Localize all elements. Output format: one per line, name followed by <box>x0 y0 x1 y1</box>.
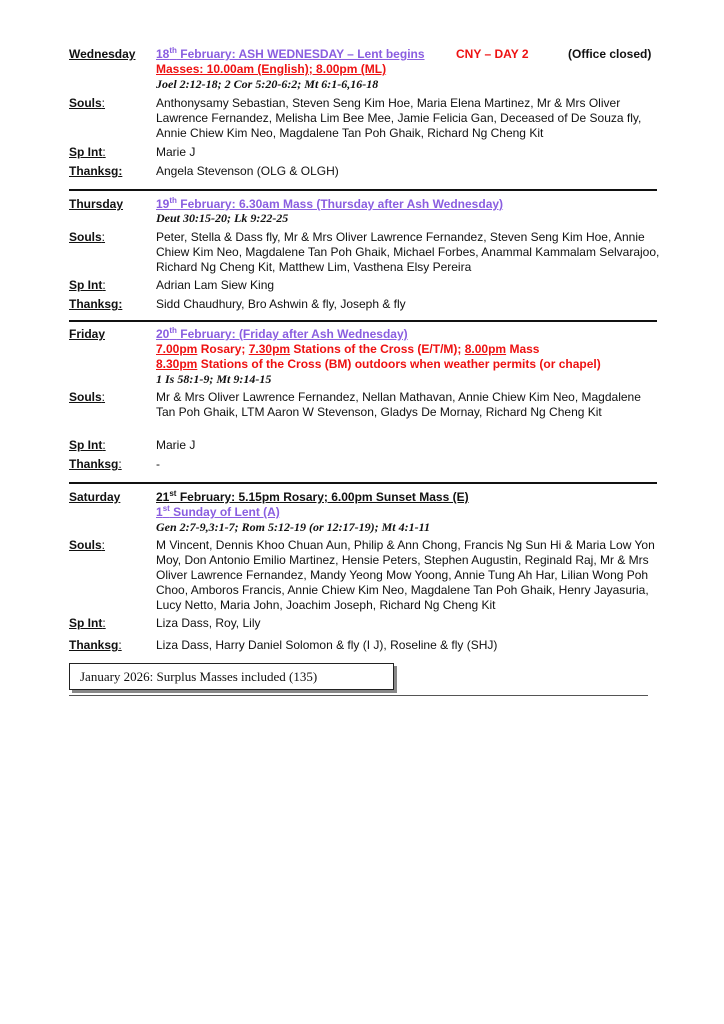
section-divider <box>69 320 657 322</box>
section-divider <box>69 482 657 484</box>
thanksg-value: Liza Dass, Harry Daniel Solomon & fly (I J), Roseline & fly (SHJ) <box>156 638 498 652</box>
surplus-masses-note <box>69 663 394 690</box>
day-label: Saturday <box>69 490 121 504</box>
sp-int-label: Sp Int: <box>69 616 106 630</box>
time-stations: 7.30pm <box>248 342 291 356</box>
sp-int-value: Liza Dass, Roy, Lily <box>156 616 261 630</box>
heading-text: February: ASH WEDNESDAY – Lent begins <box>176 47 425 61</box>
office-closed-label: (Office closed) <box>568 47 652 61</box>
date-suffix: st <box>169 489 177 498</box>
day-heading <box>156 490 469 504</box>
day-label: Wednesday <box>69 47 136 61</box>
readings: Gen 2:7-9,3:1-7; Rom 5:12-19 (or 12:17-19); Mt 4:1-11 <box>156 520 430 534</box>
date-number: 20 <box>156 327 170 341</box>
heading-text: February: 5.15pm Rosary; 6.00pm Sunset Mass (E) <box>176 490 469 504</box>
day-heading <box>156 47 425 61</box>
sp-int-label: Sp Int: <box>69 145 106 159</box>
day-heading <box>156 327 408 341</box>
sunday-suffix: st <box>162 504 170 513</box>
mass-text: Mass <box>506 342 540 356</box>
date-number: 21 <box>156 490 170 504</box>
time-mass: 8.00pm <box>464 342 507 356</box>
date-number: 18 <box>156 47 170 61</box>
souls-label: Souls: <box>69 390 106 404</box>
surplus-masses-text: January 2026: Surplus Masses included (135) <box>80 669 318 684</box>
day-heading <box>156 197 503 211</box>
souls-list: Anthonysamy Sebastian, Steven Seng Kim Hoe, Maria Elena Martinez, Mr & Mrs Oliver Lawrence Fernandez, Melisha Lim Bee Mee, Jamie Felicia Gan, Deceased of De Souza fly, Annie Chiew Kim Neo, Magdalene Tan Poh Ghaik, Richard Ng Cheng Kit <box>156 96 642 140</box>
time-rosary: 7.00pm <box>156 342 198 356</box>
bottom-divider <box>69 695 648 696</box>
souls-list: Peter, Stella & Dass fly, Mr & Mrs Oliver Lawrence Fernandez, Steven Seng Kim Hoe, Annie Chiew Kim Neo, Magdalene Tan Poh Ghaik, Michael Forbes, Anammal Kammalam Selvarajoo, Richard Ng Cheng Kit, Matthew Lim, Vasthena Elsy Pereira <box>156 230 660 274</box>
thanksg-label: Thanksg: <box>69 457 122 471</box>
masses-times: Masses: 10.00am (English); 8.00pm (ML) <box>156 62 387 76</box>
rosary-text: Rosary; <box>197 342 249 356</box>
souls-label: Souls: <box>69 230 106 244</box>
day-label: Friday <box>69 327 106 341</box>
thanksg-label: Thanksg: <box>69 297 123 311</box>
heading-text: February: (Friday after Ash Wednesday) <box>176 327 408 341</box>
souls-label: Souls: <box>69 96 106 110</box>
stations-text: Stations of the Cross (E/T/M); <box>290 342 465 356</box>
time-stations-bm: 8.30pm <box>156 357 198 371</box>
thanksg-value: Sidd Chaudhury, Bro Ashwin & fly, Joseph & fly <box>156 297 406 311</box>
sunday-number: 1 <box>156 505 163 519</box>
sp-int-label: Sp Int: <box>69 278 106 292</box>
thanksg-label: Thanksg: <box>69 164 123 178</box>
thanksg-label: Thanksg: <box>69 638 122 652</box>
sp-int-value: Marie J <box>156 145 196 159</box>
readings: Deut 30:15-20; Lk 9:22-25 <box>156 211 289 225</box>
sp-int-value: Adrian Lam Siew King <box>156 278 275 292</box>
souls-list: Mr & Mrs Oliver Lawrence Fernandez, Nellan Mathavan, Annie Chiew Kim Neo, Magdalene Tan Poh Ghaik, LTM Aaron W Stevenson, Gladys De Mornay, Richard Ng Cheng Kit <box>156 390 641 419</box>
heading-text: February: 6.30am Mass (Thursday after Ash Wednesday) <box>176 197 504 211</box>
sp-int-value: Marie J <box>156 438 196 452</box>
date-suffix: th <box>169 196 177 205</box>
thanksg-value: - <box>156 457 160 471</box>
readings: Joel 2:12-18; 2 Cor 5:20-6:2; Mt 6:1-6,16-18 <box>156 77 379 91</box>
friday-schedule-line-2 <box>156 357 671 372</box>
friday-schedule-line-1 <box>156 342 666 357</box>
souls-list: M Vincent, Dennis Khoo Chuan Aun, Philip & Ann Chong, Francis Ng Sun Hi & Maria Low Yon Moy, Don Antonio Emilio Martinez, Hensie Peters, Stephen Augustin, Reginald Raj, Mr & Mrs Oliver Lawrence Fernandez, Mandy Yeong Mow Yoong, Annie Tung Ah Har, Lilian Wong Poh Choo, Amboros Francis, Annie Chiew Kim Neo, Magdalene Tan Poh Ghaik, Henry Jayasuria, Lucy Netto, Maria John, Joachim Joseph, Richard Ng Cheng Kit <box>156 538 655 612</box>
date-suffix: th <box>169 326 177 335</box>
stations-bm-text: Stations of the Cross (BM) outdoors when weather permits (or chapel) <box>197 357 601 371</box>
section-divider <box>69 189 657 191</box>
sunday-title <box>156 505 280 519</box>
cny-label: CNY – DAY 2 <box>456 47 529 61</box>
sunday-text: Sunday of Lent (A) <box>169 505 280 519</box>
readings: 1 Is 58:1-9; Mt 9:14-15 <box>156 372 272 386</box>
thanksg-value: Angela Stevenson (OLG & OLGH) <box>156 164 339 178</box>
date-suffix: th <box>169 46 177 55</box>
day-label: Thursday <box>69 197 124 211</box>
date-number: 19 <box>156 197 170 211</box>
souls-label: Souls: <box>69 538 106 552</box>
sp-int-label: Sp Int: <box>69 438 106 452</box>
